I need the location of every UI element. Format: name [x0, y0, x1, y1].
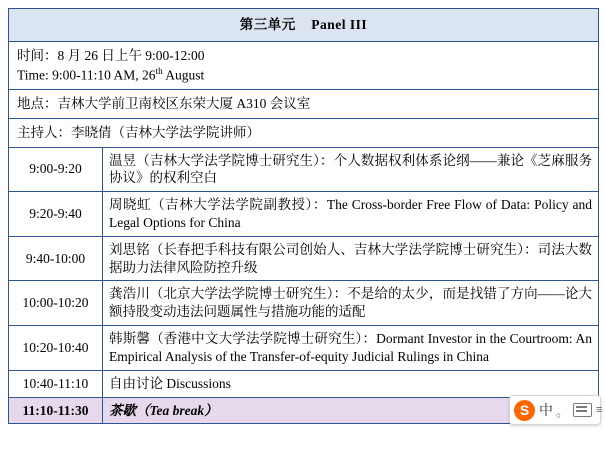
session-description: 龚浩川（北京大学法学院博士研究生）：不是给的太少，而是找错了方向——论大额持股变动违法问题属性与措施功能的适配 [103, 281, 599, 326]
session-time: 10:40-11:10 [9, 370, 103, 397]
panel-title-en: Panel III [311, 17, 368, 32]
venue-cell [9, 89, 599, 118]
time-info-line-en: Time: 9:00-11:10 AM, 26th August [17, 65, 205, 83]
keyboard-icon[interactable] [573, 403, 592, 417]
session-description: 刘思铭（长春把手科技有限公司创始人、吉林大学法学院博士研究生）：司法大数据助力法律风险防控升级 [103, 236, 599, 281]
ime-mode-toggle[interactable]: 中 [539, 402, 553, 418]
venue-line: 地点：吉林大学前卫南校区东荣大厦 A310 会议室 [17, 95, 311, 111]
session-time: 9:20-9:40 [9, 192, 103, 237]
table-row [9, 147, 599, 192]
document-page [0, 8, 605, 472]
session-description: 周晓虹（吉林大学法学院副教授）：The Cross-border Free Flow of Data: Policy and Legal Options for China [103, 192, 599, 237]
panel-title-cn: 第三单元 [239, 17, 296, 32]
chair-line: 主持人：李晓倩（吉林大学法学院讲师） [17, 124, 260, 140]
tea-break-time: 11:10-11:30 [9, 397, 103, 424]
panel-title [9, 9, 599, 42]
time-info-cell [9, 41, 599, 89]
session-time: 10:20-10:40 [9, 326, 103, 371]
ime-menu-icon[interactable]: ≡ [596, 404, 603, 416]
session-description: 温昱（吉林大学法学院博士研究生）：个人数据权利体系论纲——兼论《芝麻服务协议》的权利空白 [103, 147, 599, 192]
time-info-line-cn: 时间：8 月 26 日上午 9:00-12:00 [17, 47, 205, 63]
ime-punctuation-toggle[interactable]: 。 [556, 403, 570, 419]
table-row-time-info [9, 41, 599, 89]
table-row-title [9, 9, 599, 42]
tea-break-description: 茶歇（Tea break） [103, 397, 599, 424]
table-row-venue [9, 89, 599, 118]
table-row [9, 192, 599, 237]
table-row [9, 236, 599, 281]
panel-schedule-table [8, 8, 599, 424]
table-row [9, 370, 599, 397]
table-row-chair [9, 118, 599, 147]
session-time: 10:00-10:20 [9, 281, 103, 326]
sogou-logo-icon[interactable]: S [514, 400, 535, 421]
session-description: 韩斯馨（香港中文大学法学院博士研究生）：Dormant Investor in the Courtroom: An Empirical Analysis of the Transfer-of-equity Judicial Rulings in China [103, 326, 599, 371]
table-row [9, 326, 599, 371]
ime-status-bar[interactable] [509, 395, 601, 425]
session-description: 自由讨论 Discussions [103, 370, 599, 397]
table-row [9, 281, 599, 326]
session-time: 9:00-9:20 [9, 147, 103, 192]
chair-cell [9, 118, 599, 147]
session-time: 9:40-10:00 [9, 236, 103, 281]
